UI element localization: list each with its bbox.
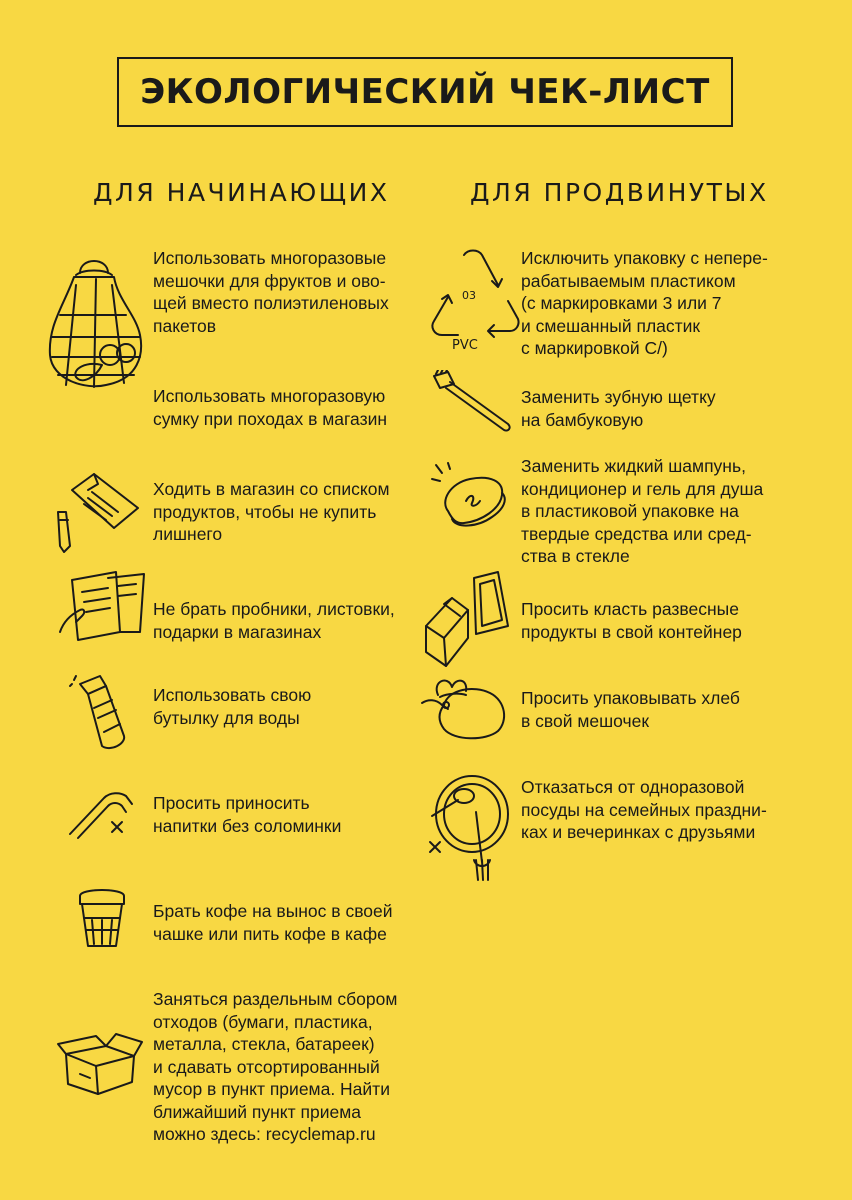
column-heading-beginners: ДЛЯ НАЧИНАЮЩИХ [93,178,390,207]
page-title: ЭКОЛОГИЧЕСКИЙ ЧЕК-ЛИСТ [140,72,710,112]
item-text: Заменить зубную щетку на бамбуковую [521,387,716,430]
item-text: Просить класть развесные продукты в свой контейнер [521,599,742,642]
item-text: Ходить в магазин со списком продуктов, чтобы не купить лишнего [153,479,390,544]
item-text: Брать кофе на вынос в своей чашке или пить кофе в кафе [153,901,393,944]
cardboard-box-icon [56,1026,146,1101]
bread-bag-icon [418,675,513,750]
item-text: Просить упаковывать хлеб в свой мешочек [521,688,740,731]
item-text: Заняться раздельным сбором отходов (бумаги, пластика, металла, стекла, батареек) и сдавать отсортированный мусор в пункт приема. Найти ближайший пункт приема можно здесь: recyclemap.ru [153,989,398,1144]
mesh-bag-icon [46,245,146,400]
column-heading-advanced: ДЛЯ ПРОДВИНУТЫХ [470,178,769,207]
straw-icon [66,782,146,847]
water-bottle-icon [66,672,136,757]
shopping-list-pencil-icon [52,468,142,563]
recycle-pvc-icon [428,245,523,360]
item-text: Исключить упаковку с непере- рабатываемым пластиком (с маркировками 3 или 7 и смешанный пластик с маркировкой С/) [521,248,768,358]
plate-fork-icon [422,772,517,897]
item-text: Заменить жидкий шампунь, кондиционер и гель для душа в пластиковой упаковке на твердые средства или сред- ства в стекле [521,456,764,566]
soap-bar-icon [430,461,515,546]
item-text: Просить приносить напитки без соломинки [153,793,342,836]
title-box [117,57,733,127]
pvc-label: PVC [452,338,478,353]
item-text: Использовать многоразовые мешочки для фруктов и ово- щей вместо полиэтиленовых пакетов [153,248,389,336]
item-text: Отказаться от одноразовой посуды на семейных праздни- ках и вечеринках с друзьями [521,777,767,842]
item-text: Использовать свою бутылку для воды [153,685,312,728]
coffee-cup-icon [74,884,134,959]
recycle-code-label: 03 [462,289,476,302]
item-text: Не брать пробники, листовки, подарки в магазинах [153,599,395,642]
item-text: Использовать многоразовую сумку при походах в магазин [153,386,388,429]
containers-icon [422,568,517,678]
leaflets-hand-icon [58,570,148,655]
toothbrush-icon [430,370,515,440]
